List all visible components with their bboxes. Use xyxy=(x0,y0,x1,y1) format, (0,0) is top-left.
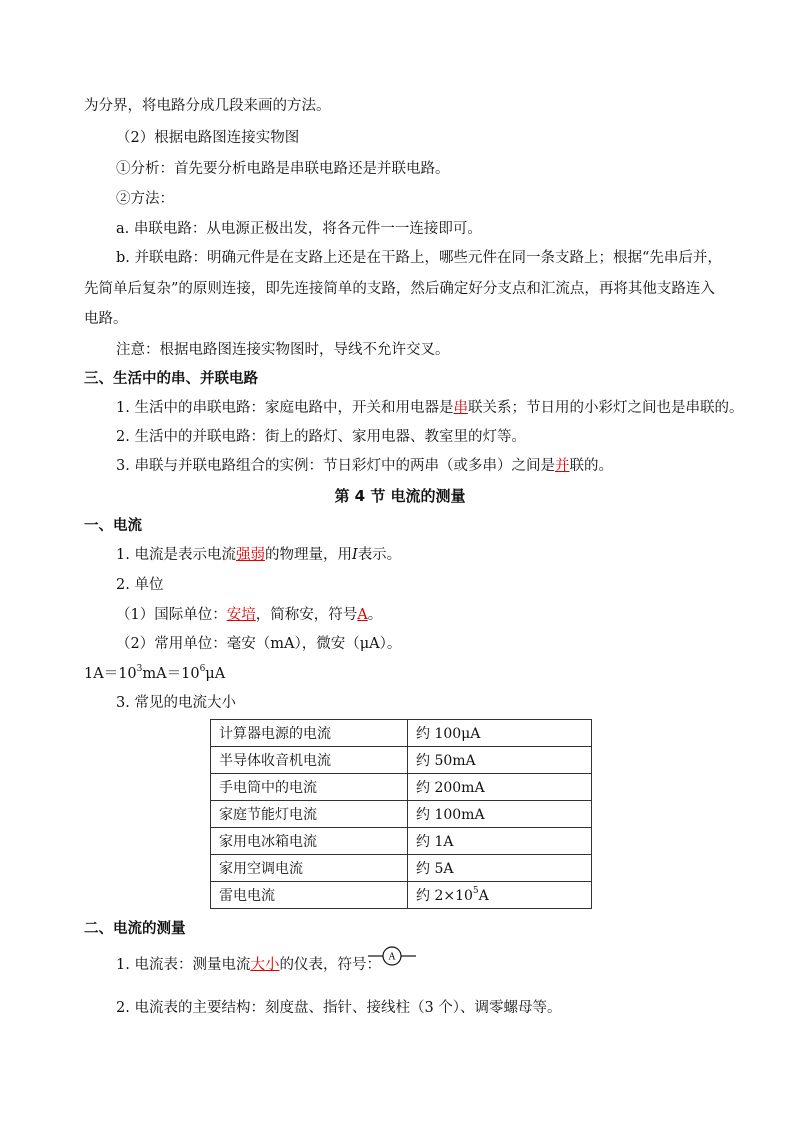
highlight-answer: 强弱 xyxy=(235,547,265,563)
table-cell-name: 家用电冰箱电流 xyxy=(211,828,408,855)
text: 1. 电流表：测量电流 xyxy=(116,957,251,973)
text: （1）国际单位： xyxy=(116,607,227,623)
list-item xyxy=(116,605,382,625)
table-cell-value: 约 5A xyxy=(408,855,592,882)
table-cell-name: 家用空调电流 xyxy=(211,855,408,882)
paragraph-line: b. 并联电路：明确元件是在支路上还是在干路上，哪些元件在同一条支路上；根据“先串后并， xyxy=(116,250,722,266)
section-heading: 一、电流 xyxy=(84,518,142,534)
exponent: 3 xyxy=(136,664,143,675)
exponent: 6 xyxy=(199,664,206,675)
highlight-answer: 大小 xyxy=(250,957,280,973)
text: 1. 生活中的串联电路：家庭电路中，开关和用电器是 xyxy=(116,400,454,416)
note-line: 注意：根据电路图连接实物图时，导线不允许交叉。 xyxy=(116,342,450,358)
table-row xyxy=(211,828,592,855)
table-row xyxy=(211,855,592,882)
text: 1A＝10 xyxy=(84,666,137,682)
table-cell-value xyxy=(408,882,592,909)
chapter-title: 第 4 节 电流的测量 xyxy=(334,487,466,505)
paragraph-line: （2）根据电路图连接实物图 xyxy=(116,130,300,146)
paragraph-line: 电路。 xyxy=(84,311,128,327)
table-cell-value: 约 50mA xyxy=(408,747,592,774)
text: 联的。 xyxy=(569,458,613,474)
paragraph-line: ①分析：首先要分析电路是串联电路还是并联电路。 xyxy=(116,161,450,177)
text: 3. 串联与并联电路组合的实例：节日彩灯中的两串（或多串）之间是 xyxy=(116,458,555,474)
table-row xyxy=(211,747,592,774)
table-row xyxy=(211,774,592,801)
list-item xyxy=(116,398,743,418)
table-row xyxy=(211,720,592,747)
text: μA xyxy=(205,666,226,682)
highlight-answer: A xyxy=(357,607,368,623)
ammeter-symbol-icon xyxy=(368,944,416,968)
table-row xyxy=(211,882,592,909)
paragraph-line: a. 串联电路：从电源正极出发，将各元件一一连接即可。 xyxy=(116,221,482,237)
text: A xyxy=(478,888,489,904)
current-table xyxy=(210,719,592,909)
paragraph-line: 为分界，将电路分成几段来画的方法。 xyxy=(84,98,331,114)
table-row xyxy=(211,801,592,828)
list-item xyxy=(116,955,381,975)
section-heading: 二、电流的测量 xyxy=(84,921,186,937)
highlight-answer: 安培 xyxy=(226,607,256,623)
text: 。 xyxy=(367,607,383,623)
list-item: 2. 生活中的并联电路：街上的路灯、家用电器、教室里的灯等。 xyxy=(116,429,526,445)
table-cell-name: 家庭节能灯电流 xyxy=(211,801,408,828)
exponent: 5 xyxy=(472,886,479,897)
unit-equation xyxy=(84,664,225,684)
list-item: 3. 常见的电流大小 xyxy=(116,695,236,711)
list-item: 2. 电流表的主要结构：刻度盘、指针、接线柱（3 个）、调零螺母等。 xyxy=(116,1000,562,1016)
text: 联关系；节日用的小彩灯之间也是串联的。 xyxy=(467,400,744,416)
text: ，简称安，符号 xyxy=(255,607,358,623)
text: 表示。 xyxy=(357,547,402,563)
paragraph-line: 先简单后复杂”的原则连接，即先连接简单的支路，然后确定好分支点和汇流点，再将其他支路连入 xyxy=(84,281,715,297)
highlight-answer: 并 xyxy=(554,458,570,474)
symbol-I: I xyxy=(351,547,358,563)
table-cell-name: 雷电电流 xyxy=(211,882,408,909)
list-item xyxy=(116,545,401,565)
table-cell-value: 约 100μA xyxy=(408,720,592,747)
table-cell-value: 约 1A xyxy=(408,828,592,855)
text: 约 2×10 xyxy=(416,888,473,904)
text: mA＝10 xyxy=(142,666,200,682)
table-cell-value: 约 100mA xyxy=(408,801,592,828)
list-item: （2）常用单位：毫安（mA），微安（μA）。 xyxy=(116,636,402,652)
table-cell-name: 半导体收音机电流 xyxy=(211,747,408,774)
text: 1. 电流是表示电流 xyxy=(116,547,236,563)
table-cell-name: 手电筒中的电流 xyxy=(211,774,408,801)
ammeter-letter: A xyxy=(388,951,396,963)
table-cell-value: 约 200mA xyxy=(408,774,592,801)
text: 的物理量，用 xyxy=(264,547,352,563)
section-heading: 三、生活中的串、并联电路 xyxy=(84,371,258,387)
highlight-answer: 串 xyxy=(453,400,468,416)
text: 的仪表，符号： xyxy=(279,957,381,973)
list-item: 2. 单位 xyxy=(116,577,164,593)
table-cell-name: 计算器电源的电流 xyxy=(211,720,408,747)
paragraph-line: ②方法： xyxy=(116,191,174,207)
list-item xyxy=(116,456,613,476)
